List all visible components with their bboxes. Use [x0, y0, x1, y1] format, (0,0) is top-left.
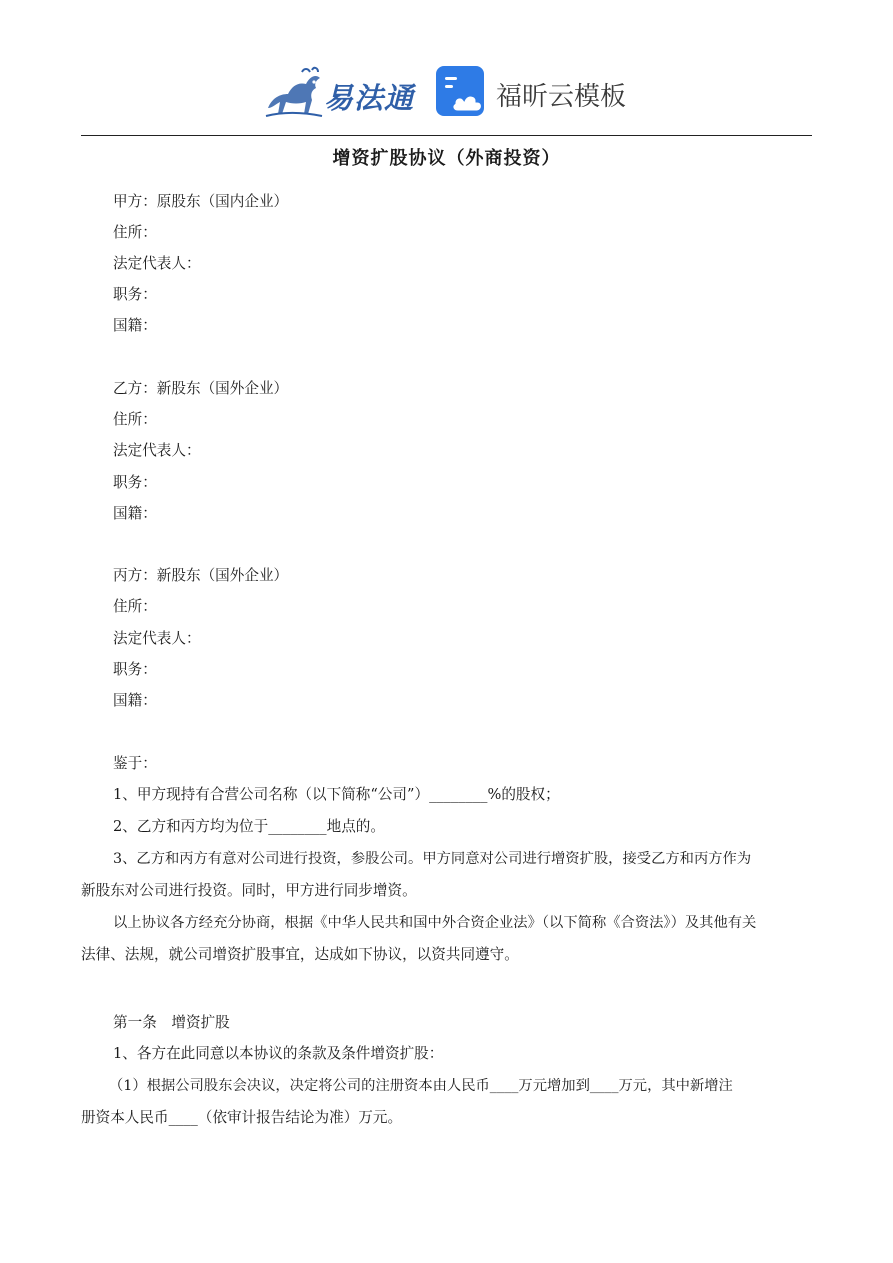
party-c-representative: 法定代表人：	[113, 630, 201, 647]
recital-item-3-line1: 3、乙方和丙方有意对公司进行投资，参股公司。甲方同意对公司进行增资扩股，接受乙方和丙方作为	[113, 851, 752, 867]
party-c-nationality: 国籍：	[113, 692, 157, 709]
party-b-position: 职务：	[113, 474, 157, 491]
cloud-doc-icon	[436, 66, 488, 118]
article-1-heading: 第一条 增资扩股	[113, 1014, 230, 1031]
yifatong-logo	[262, 64, 414, 120]
article-1-sub1-line2: 册资本人民币____（依审计报告结论为准）万元。	[81, 1109, 403, 1126]
party-a-nationality: 国籍：	[113, 317, 157, 334]
recitals-intro: 鉴于：	[113, 755, 157, 772]
party-b-address: 住所：	[113, 411, 157, 428]
basis-line2: 法律、法规，就公司增资扩股事宜，达成如下协议，以资共同遵守。	[81, 946, 519, 963]
recital-item-3-line2: 新股东对公司进行投资。同时，甲方进行同步增资。	[81, 882, 417, 899]
party-a-representative: 法定代表人：	[113, 255, 201, 272]
header-divider	[81, 135, 812, 136]
logo-right-text: 福昕云模板	[496, 82, 627, 112]
party-c-address: 住所：	[113, 598, 157, 615]
party-a-address: 住所：	[113, 224, 157, 241]
document-title: 增资扩股协议（外商投资）	[332, 148, 561, 169]
party-c-heading: 丙方：新股东（国外企业）	[113, 567, 289, 584]
article-1-item-1: 1、各方在此同意以本协议的条款及条件增资扩股：	[113, 1045, 444, 1062]
party-b-nationality: 国籍：	[113, 505, 157, 522]
party-a-position: 职务：	[113, 286, 157, 303]
qilin-icon	[262, 64, 324, 120]
party-b-heading: 乙方：新股东（国外企业）	[113, 380, 289, 397]
party-a-heading: 甲方：原股东（国内企业）	[113, 193, 289, 210]
recital-item-2: 2、乙方和丙方均为位于________地点的。	[113, 818, 385, 835]
party-b-representative: 法定代表人：	[113, 442, 201, 459]
page-header	[0, 58, 893, 124]
article-1-sub1-line1: （1）根据公司股东会决议，决定将公司的注册资本由人民币____万元增加到____万元，其中新增注	[109, 1078, 733, 1094]
foxit-template-logo	[436, 66, 636, 120]
recital-item-1: 1、甲方现持有合营公司名称（以下简称“公司”）________%的股权；	[113, 786, 560, 803]
basis-line1: 以上协议各方经充分协商，根据《中华人民共和国中外合资企业法》（以下简称《合资法》）及其他有关	[113, 915, 757, 931]
logo-left-text: 易法通	[324, 81, 415, 115]
party-c-position: 职务：	[113, 661, 157, 678]
